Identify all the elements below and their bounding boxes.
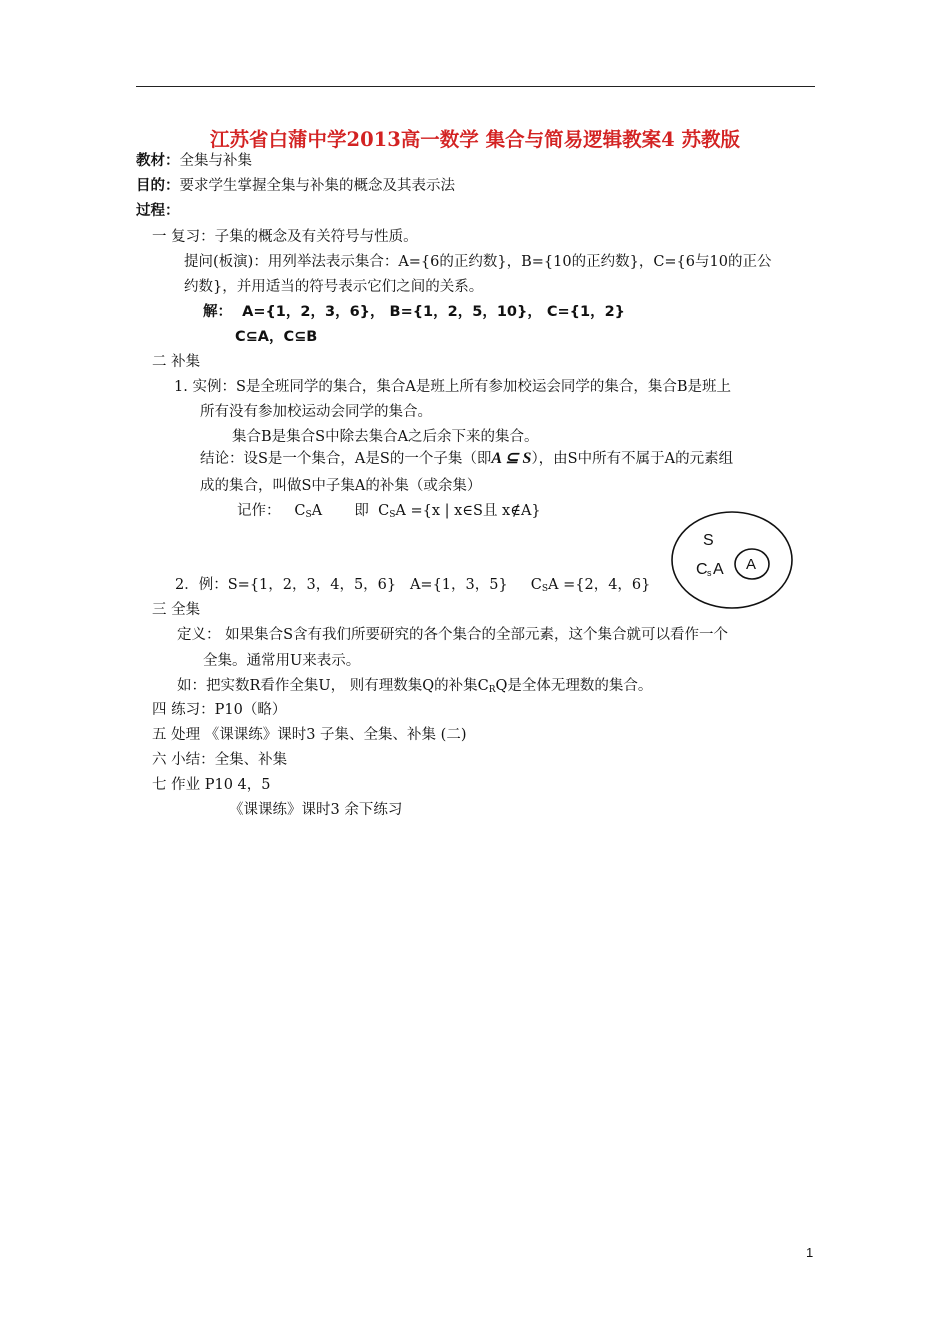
complement-subscript: S	[541, 584, 549, 594]
notation-line	[237, 501, 541, 525]
complement-set: A	[311, 503, 323, 519]
conclusion-text-pre: 结论：设S是一个集合，A是S的一个子集（即	[200, 451, 492, 467]
page-title: 江苏省白蒲中学2013高一数学 集合与简易逻辑教案4 苏教版	[210, 128, 740, 151]
complement-symbol: C	[378, 503, 390, 519]
solution-line	[203, 302, 625, 322]
universal-set-label: S	[703, 532, 714, 549]
complement-definition: A ={x | x∈S且 x∉A}	[395, 503, 541, 519]
example-text-post: Q是全体无理数的集合。	[495, 678, 653, 694]
process-label: 过程：	[136, 203, 180, 219]
example-text-pre: 如：把实数R看作全集U， 则有理数集Q的补集C	[177, 678, 489, 694]
complement-subscript: S	[305, 510, 312, 520]
homework-line: 《课课练》课时3 余下练习	[229, 802, 403, 818]
goal-label: 目的：	[136, 178, 180, 194]
example-1-line-2: 所有没有参加校运动会同学的集合。	[200, 404, 432, 420]
complement-subscript: S	[389, 510, 396, 520]
question-line-2: 约数}，并用适当的符号表示它们之间的关系。	[184, 279, 484, 295]
conclusion-line-1	[200, 449, 733, 469]
complement-a-label: A	[713, 561, 724, 578]
goal-value: 要求学生掌握全集与补集的概念及其表示法	[179, 178, 455, 194]
section-4-line: 四 练习：P10（略）	[152, 702, 287, 718]
solution-value: A={1，2，3，6}， B={1，2，5，10}， C={1，2}	[242, 304, 625, 320]
textbook-line	[136, 151, 252, 171]
section-2-heading: 二 补集	[152, 354, 201, 370]
example-1-line-1: 1. 实例：S是全班同学的集合，集合A是班上所有参加校运会同学的集合，集合B是班上	[174, 379, 732, 395]
textbook-label: 教材：	[136, 153, 180, 169]
example-2-line	[175, 575, 650, 599]
conclusion-text-post: ），由S中所有不属于A的元素组	[531, 451, 734, 467]
textbook-value: 全集与补集	[179, 153, 252, 169]
section-6-line: 六 小结：全集、补集	[152, 752, 288, 768]
conclusion-line-2: 成的集合，叫做S中子集A的补集（或余集）	[200, 478, 482, 494]
header-rule	[136, 86, 815, 87]
question-line-1: 提问(板演)：用列举法表示集合：A={6的正约数}，B={10的正约数}，C={6与10的正公	[184, 254, 772, 270]
example-1-line-3: 集合B是集合S中除去集合A之后余下来的集合。	[232, 429, 539, 445]
complement-s-subscript: s	[707, 568, 712, 578]
example-2-set-a: A={1，3，5}	[409, 577, 508, 593]
notation-label: 记作：	[237, 503, 281, 519]
section-5-line: 五 处理 《课课练》课时3 子集、全集、补集 (二)	[152, 727, 467, 743]
universal-set-circle	[672, 512, 792, 608]
example-subscript: R	[488, 685, 496, 695]
section-3-heading: 三 全集	[152, 602, 201, 618]
definition-line-1: 定义： 如果集合S含有我们所要研究的各个集合的全部元素，这个集合就可以看作一个	[177, 627, 729, 643]
subset-a-label: A	[746, 556, 757, 573]
section-7-line: 七 作业 P10 4，5	[152, 777, 271, 793]
definition-line-2: 全集。通常用U来表示。	[203, 653, 361, 669]
subset-relation: C⊆A，C⊆B	[235, 329, 318, 345]
page-number: 1	[806, 1245, 814, 1260]
example-2-complement: A ={2，4，6}	[548, 577, 651, 593]
solution-label: 解：	[203, 304, 232, 320]
notation-connector: 即	[354, 503, 369, 519]
complement-symbol: C	[530, 577, 542, 593]
example-2-label: 2．例：	[175, 577, 228, 593]
example-2-set-s: S={1，2，3，4，5，6}	[227, 577, 397, 593]
goal-line	[136, 176, 455, 196]
universal-set-example	[177, 676, 652, 700]
section-1-heading: 一 复习：子集的概念及有关符号与性质。	[152, 229, 418, 245]
venn-diagram	[668, 508, 796, 610]
subset-formula: A ⊆ S	[491, 450, 532, 467]
complement-c-label: C	[696, 561, 708, 578]
complement-symbol: C	[294, 503, 306, 519]
